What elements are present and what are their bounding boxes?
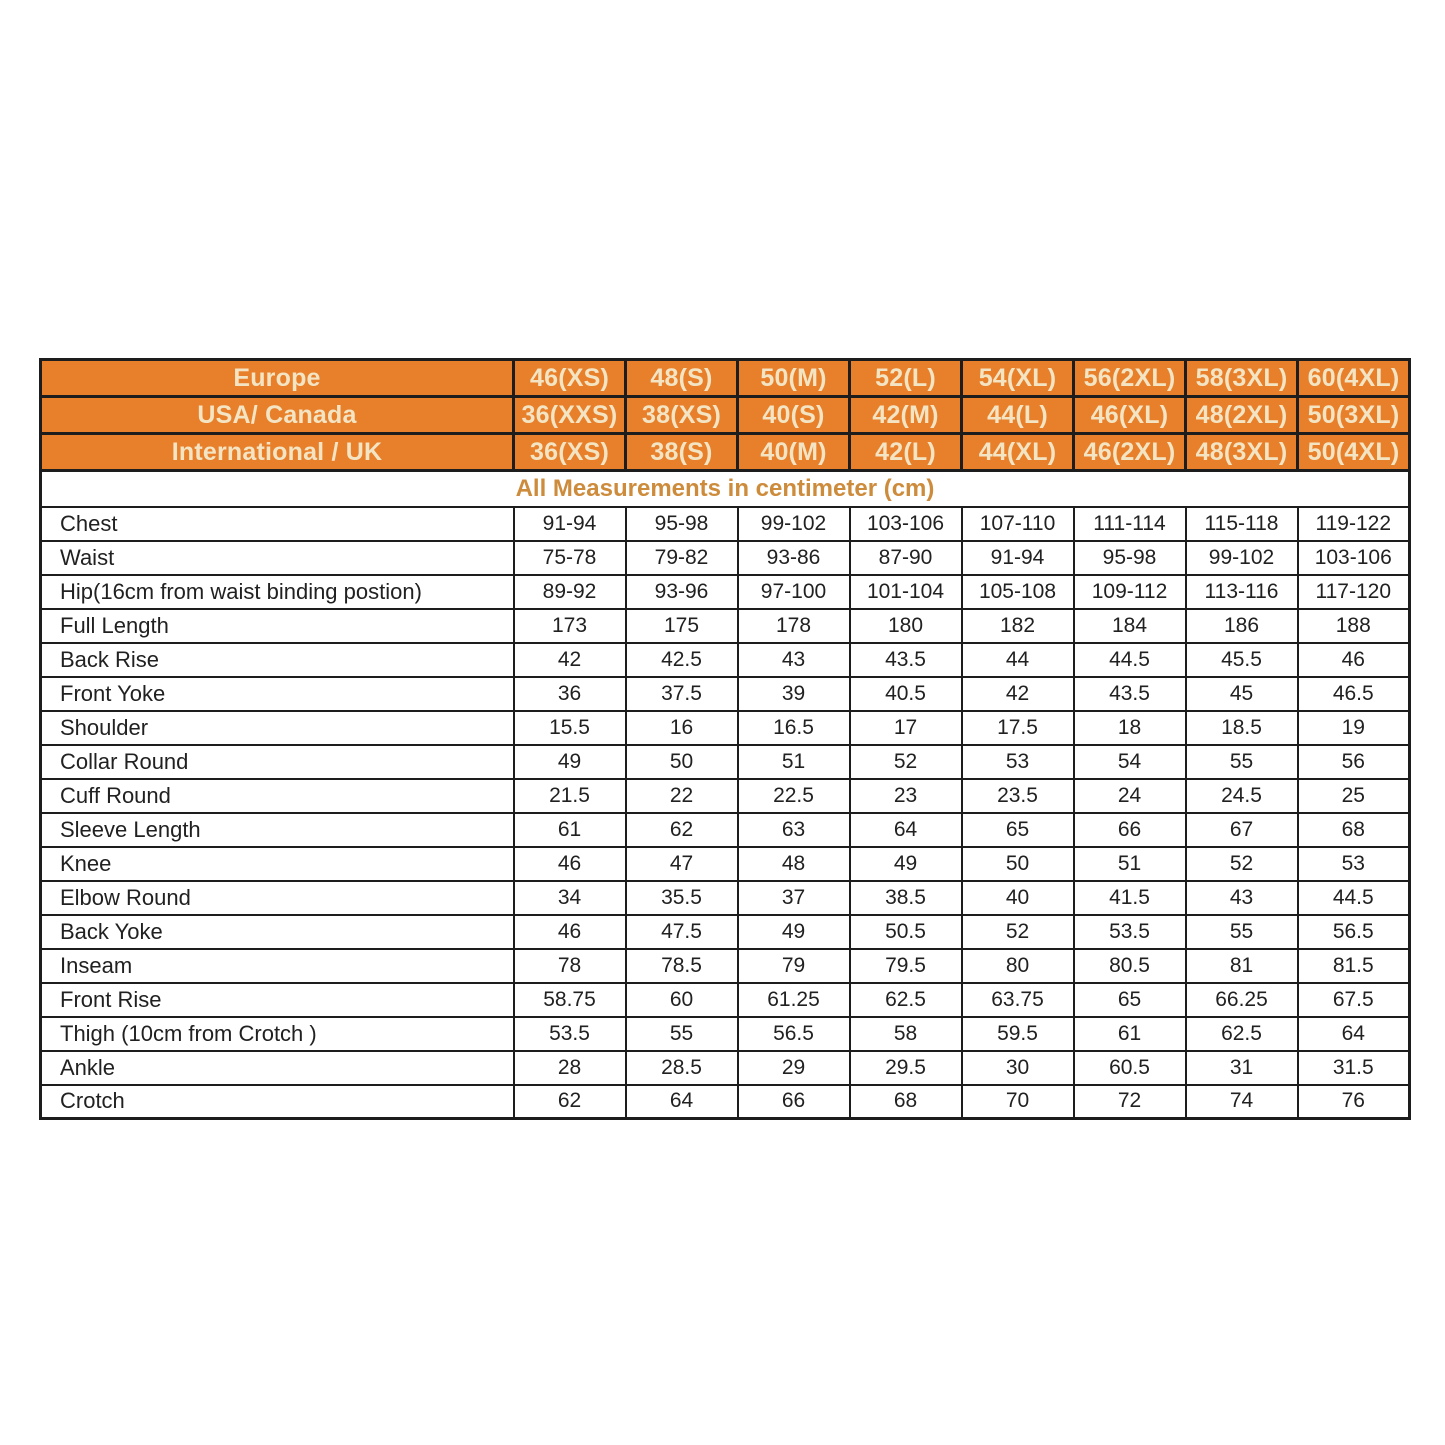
measurement-value-cell: 78 (514, 949, 626, 983)
measurement-row (41, 779, 1410, 813)
measurement-label: Thigh (10cm from Crotch ) (41, 1017, 514, 1051)
measurement-label: Cuff Round (41, 779, 514, 813)
measurement-value-cell: 30 (962, 1051, 1074, 1085)
measurement-row (41, 847, 1410, 881)
unit-note-row (41, 471, 1410, 507)
measurement-value-cell: 62 (514, 1085, 626, 1119)
measurement-value-cell: 51 (738, 745, 850, 779)
measurement-value-cell: 56.5 (738, 1017, 850, 1051)
measurement-value-cell: 68 (1298, 813, 1410, 847)
size-value-cell: 42(M) (850, 397, 962, 434)
measurement-value-cell: 43.5 (1074, 677, 1186, 711)
size-value-cell: 36(XS) (514, 434, 626, 471)
measurement-value-cell: 113-116 (1186, 575, 1298, 609)
measurement-label: Collar Round (41, 745, 514, 779)
measurement-row (41, 1085, 1410, 1119)
measurement-value-cell: 63 (738, 813, 850, 847)
measurement-value-cell: 18 (1074, 711, 1186, 745)
measurement-value-cell: 39 (738, 677, 850, 711)
measurement-value-cell: 61.25 (738, 983, 850, 1017)
measurement-value-cell: 22.5 (738, 779, 850, 813)
measurement-row (41, 677, 1410, 711)
size-system-label: International / UK (41, 434, 514, 471)
measurement-value-cell: 46 (1298, 643, 1410, 677)
size-value-cell: 50(M) (738, 360, 850, 397)
measurement-value-cell: 117-120 (1298, 575, 1410, 609)
measurement-value-cell: 37 (738, 881, 850, 915)
size-chart-body (41, 507, 1410, 1119)
size-value-cell: 40(S) (738, 397, 850, 434)
measurement-value-cell: 68 (850, 1085, 962, 1119)
measurement-value-cell: 75-78 (514, 541, 626, 575)
measurement-value-cell: 58 (850, 1017, 962, 1051)
measurement-value-cell: 79.5 (850, 949, 962, 983)
measurement-value-cell: 46.5 (1298, 677, 1410, 711)
measurement-value-cell: 55 (626, 1017, 738, 1051)
measurement-label: Front Rise (41, 983, 514, 1017)
measurement-value-cell: 53.5 (1074, 915, 1186, 949)
size-value-cell: 46(2XL) (1074, 434, 1186, 471)
measurement-value-cell: 40.5 (850, 677, 962, 711)
size-chart-header (41, 360, 1410, 507)
measurement-value-cell: 81 (1186, 949, 1298, 983)
measurement-value-cell: 24.5 (1186, 779, 1298, 813)
measurement-value-cell: 42 (514, 643, 626, 677)
measurement-label: Back Yoke (41, 915, 514, 949)
measurement-value-cell: 15.5 (514, 711, 626, 745)
measurement-value-cell: 49 (738, 915, 850, 949)
measurement-value-cell: 43.5 (850, 643, 962, 677)
measurement-label: Front Yoke (41, 677, 514, 711)
measurement-value-cell: 64 (850, 813, 962, 847)
measurement-row (41, 643, 1410, 677)
measurement-value-cell: 178 (738, 609, 850, 643)
measurement-value-cell: 62 (626, 813, 738, 847)
measurement-label: Ankle (41, 1051, 514, 1085)
size-value-cell: 36(XXS) (514, 397, 626, 434)
measurement-value-cell: 46 (514, 915, 626, 949)
measurement-label: Sleeve Length (41, 813, 514, 847)
measurement-value-cell: 91-94 (962, 541, 1074, 575)
measurement-value-cell: 59.5 (962, 1017, 1074, 1051)
size-value-cell: 50(4XL) (1298, 434, 1410, 471)
measurement-value-cell: 66.25 (1186, 983, 1298, 1017)
size-system-row (41, 397, 1410, 434)
measurement-label: Elbow Round (41, 881, 514, 915)
size-value-cell: 48(S) (626, 360, 738, 397)
measurement-label: Back Rise (41, 643, 514, 677)
measurement-row (41, 1017, 1410, 1051)
measurement-value-cell: 41.5 (1074, 881, 1186, 915)
measurement-value-cell: 29 (738, 1051, 850, 1085)
measurement-value-cell: 40 (962, 881, 1074, 915)
measurement-value-cell: 42 (962, 677, 1074, 711)
measurement-value-cell: 46 (514, 847, 626, 881)
measurement-row (41, 983, 1410, 1017)
measurement-value-cell: 53 (962, 745, 1074, 779)
measurement-value-cell: 43 (738, 643, 850, 677)
size-system-row (41, 360, 1410, 397)
measurement-value-cell: 49 (514, 745, 626, 779)
measurement-value-cell: 54 (1074, 745, 1186, 779)
unit-note-text: All Measurements in centimeter (cm) (41, 471, 1410, 507)
measurement-value-cell: 115-118 (1186, 507, 1298, 541)
measurement-value-cell: 63.75 (962, 983, 1074, 1017)
measurement-value-cell: 182 (962, 609, 1074, 643)
measurement-value-cell: 55 (1186, 915, 1298, 949)
measurement-value-cell: 42.5 (626, 643, 738, 677)
measurement-value-cell: 21.5 (514, 779, 626, 813)
measurement-value-cell: 67.5 (1298, 983, 1410, 1017)
size-value-cell: 46(XL) (1074, 397, 1186, 434)
measurement-value-cell: 103-106 (1298, 541, 1410, 575)
measurement-value-cell: 186 (1186, 609, 1298, 643)
measurement-value-cell: 66 (1074, 813, 1186, 847)
measurement-value-cell: 65 (1074, 983, 1186, 1017)
measurement-value-cell: 93-96 (626, 575, 738, 609)
measurement-value-cell: 188 (1298, 609, 1410, 643)
measurement-value-cell: 74 (1186, 1085, 1298, 1119)
size-value-cell: 50(3XL) (1298, 397, 1410, 434)
measurement-row (41, 507, 1410, 541)
size-value-cell: 40(M) (738, 434, 850, 471)
size-value-cell: 52(L) (850, 360, 962, 397)
measurement-value-cell: 81.5 (1298, 949, 1410, 983)
measurement-value-cell: 53.5 (514, 1017, 626, 1051)
measurement-value-cell: 45.5 (1186, 643, 1298, 677)
measurement-value-cell: 91-94 (514, 507, 626, 541)
measurement-value-cell: 80.5 (1074, 949, 1186, 983)
size-system-row (41, 434, 1410, 471)
measurement-value-cell: 95-98 (626, 507, 738, 541)
measurement-row (41, 881, 1410, 915)
measurement-value-cell: 64 (1298, 1017, 1410, 1051)
measurement-value-cell: 22 (626, 779, 738, 813)
measurement-value-cell: 87-90 (850, 541, 962, 575)
measurement-value-cell: 79-82 (626, 541, 738, 575)
measurement-label: Knee (41, 847, 514, 881)
measurement-value-cell: 18.5 (1186, 711, 1298, 745)
size-value-cell: 60(4XL) (1298, 360, 1410, 397)
measurement-value-cell: 44.5 (1074, 643, 1186, 677)
measurement-value-cell: 37.5 (626, 677, 738, 711)
measurement-row (41, 609, 1410, 643)
measurement-value-cell: 28 (514, 1051, 626, 1085)
measurement-value-cell: 180 (850, 609, 962, 643)
measurement-label: Crotch (41, 1085, 514, 1119)
measurement-value-cell: 93-86 (738, 541, 850, 575)
measurement-value-cell: 16 (626, 711, 738, 745)
size-value-cell: 44(XL) (962, 434, 1074, 471)
size-value-cell: 44(L) (962, 397, 1074, 434)
measurement-value-cell: 47.5 (626, 915, 738, 949)
measurement-row (41, 711, 1410, 745)
size-system-label: USA/ Canada (41, 397, 514, 434)
size-value-cell: 56(2XL) (1074, 360, 1186, 397)
measurement-value-cell: 31.5 (1298, 1051, 1410, 1085)
measurement-row (41, 949, 1410, 983)
measurement-value-cell: 23.5 (962, 779, 1074, 813)
measurement-value-cell: 44 (962, 643, 1074, 677)
measurement-value-cell: 66 (738, 1085, 850, 1119)
measurement-row (41, 813, 1410, 847)
measurement-value-cell: 17.5 (962, 711, 1074, 745)
measurement-label: Shoulder (41, 711, 514, 745)
measurement-value-cell: 111-114 (1074, 507, 1186, 541)
measurement-value-cell: 55 (1186, 745, 1298, 779)
measurement-value-cell: 64 (626, 1085, 738, 1119)
measurement-value-cell: 19 (1298, 711, 1410, 745)
size-system-label: Europe (41, 360, 514, 397)
measurement-row (41, 541, 1410, 575)
measurement-value-cell: 65 (962, 813, 1074, 847)
measurement-value-cell: 79 (738, 949, 850, 983)
measurement-value-cell: 36 (514, 677, 626, 711)
measurement-value-cell: 35.5 (626, 881, 738, 915)
measurement-value-cell: 53 (1298, 847, 1410, 881)
measurement-value-cell: 109-112 (1074, 575, 1186, 609)
measurement-value-cell: 60.5 (1074, 1051, 1186, 1085)
measurement-value-cell: 89-92 (514, 575, 626, 609)
measurement-value-cell: 52 (1186, 847, 1298, 881)
measurement-value-cell: 58.75 (514, 983, 626, 1017)
measurement-value-cell: 52 (962, 915, 1074, 949)
measurement-value-cell: 105-108 (962, 575, 1074, 609)
measurement-value-cell: 61 (514, 813, 626, 847)
measurement-row (41, 575, 1410, 609)
measurement-value-cell: 101-104 (850, 575, 962, 609)
measurement-value-cell: 51 (1074, 847, 1186, 881)
measurement-value-cell: 52 (850, 745, 962, 779)
measurement-value-cell: 95-98 (1074, 541, 1186, 575)
measurement-value-cell: 184 (1074, 609, 1186, 643)
measurement-value-cell: 99-102 (1186, 541, 1298, 575)
measurement-value-cell: 67 (1186, 813, 1298, 847)
measurement-value-cell: 44.5 (1298, 881, 1410, 915)
size-value-cell: 38(S) (626, 434, 738, 471)
size-value-cell: 48(2XL) (1186, 397, 1298, 434)
measurement-value-cell: 17 (850, 711, 962, 745)
measurement-value-cell: 97-100 (738, 575, 850, 609)
measurement-value-cell: 45 (1186, 677, 1298, 711)
measurement-value-cell: 72 (1074, 1085, 1186, 1119)
measurement-value-cell: 49 (850, 847, 962, 881)
measurement-value-cell: 56.5 (1298, 915, 1410, 949)
measurement-value-cell: 38.5 (850, 881, 962, 915)
measurement-value-cell: 60 (626, 983, 738, 1017)
measurement-value-cell: 173 (514, 609, 626, 643)
measurement-value-cell: 99-102 (738, 507, 850, 541)
measurement-row (41, 1051, 1410, 1085)
measurement-value-cell: 119-122 (1298, 507, 1410, 541)
size-value-cell: 42(L) (850, 434, 962, 471)
measurement-value-cell: 24 (1074, 779, 1186, 813)
measurement-value-cell: 107-110 (962, 507, 1074, 541)
measurement-value-cell: 47 (626, 847, 738, 881)
size-value-cell: 58(3XL) (1186, 360, 1298, 397)
measurement-value-cell: 62.5 (1186, 1017, 1298, 1051)
measurement-value-cell: 80 (962, 949, 1074, 983)
measurement-value-cell: 78.5 (626, 949, 738, 983)
measurement-value-cell: 31 (1186, 1051, 1298, 1085)
measurement-value-cell: 103-106 (850, 507, 962, 541)
measurement-row (41, 745, 1410, 779)
measurement-label: Hip(16cm from waist binding postion) (41, 575, 514, 609)
measurement-value-cell: 34 (514, 881, 626, 915)
measurement-value-cell: 50 (626, 745, 738, 779)
measurement-value-cell: 50 (962, 847, 1074, 881)
measurement-value-cell: 62.5 (850, 983, 962, 1017)
measurement-value-cell: 76 (1298, 1085, 1410, 1119)
measurement-value-cell: 16.5 (738, 711, 850, 745)
measurement-value-cell: 29.5 (850, 1051, 962, 1085)
size-value-cell: 38(XS) (626, 397, 738, 434)
measurement-value-cell: 50.5 (850, 915, 962, 949)
measurement-row (41, 915, 1410, 949)
size-value-cell: 54(XL) (962, 360, 1074, 397)
measurement-label: Inseam (41, 949, 514, 983)
measurement-label: Chest (41, 507, 514, 541)
measurement-value-cell: 23 (850, 779, 962, 813)
measurement-value-cell: 25 (1298, 779, 1410, 813)
measurement-value-cell: 43 (1186, 881, 1298, 915)
measurement-value-cell: 61 (1074, 1017, 1186, 1051)
measurement-label: Full Length (41, 609, 514, 643)
size-chart-table (39, 358, 1411, 1120)
measurement-value-cell: 70 (962, 1085, 1074, 1119)
measurement-value-cell: 175 (626, 609, 738, 643)
measurement-label: Waist (41, 541, 514, 575)
measurement-value-cell: 56 (1298, 745, 1410, 779)
size-value-cell: 48(3XL) (1186, 434, 1298, 471)
size-value-cell: 46(XS) (514, 360, 626, 397)
measurement-value-cell: 28.5 (626, 1051, 738, 1085)
measurement-value-cell: 48 (738, 847, 850, 881)
